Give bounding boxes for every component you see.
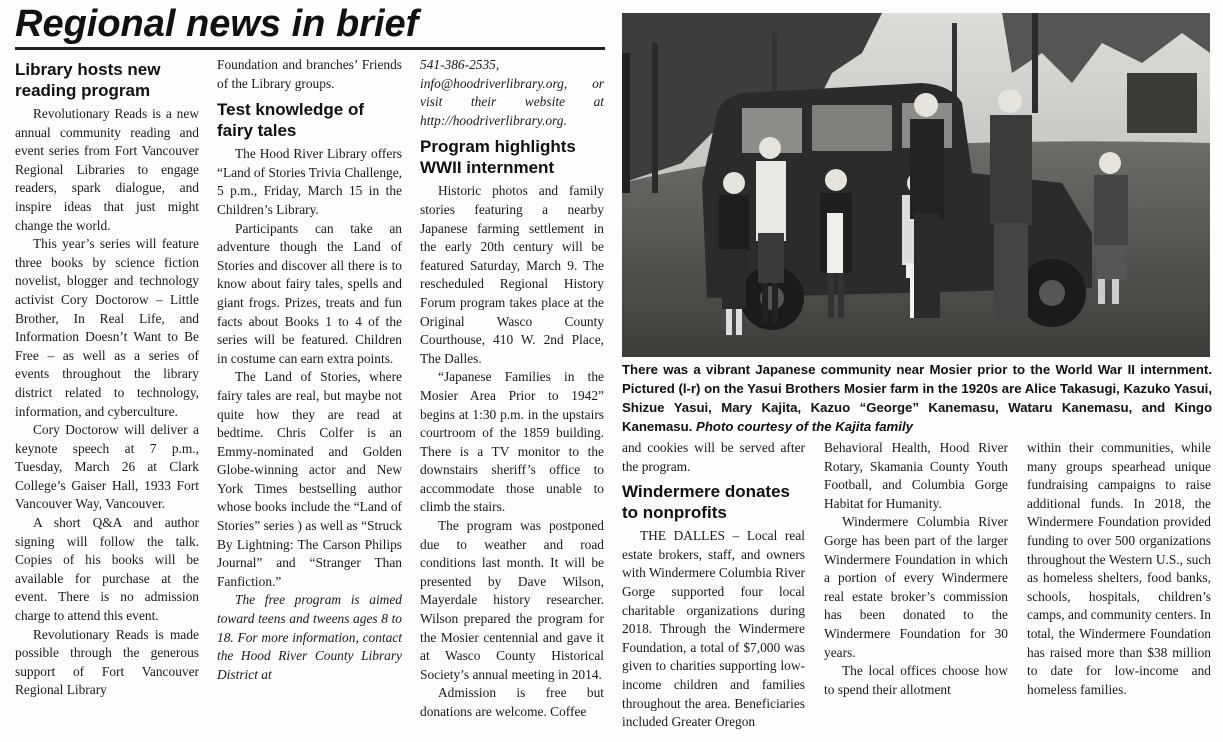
windermere-headline: Windermere donates to nonprofits [622, 482, 790, 523]
column-library [15, 59, 199, 700]
wwii-paragraph: “Japanese Families in the Mosier Area Prior to 1942” begins at 1:30 p.m. in the upstairs courtroom of the 1859 building. There is a TV monitor to the downstairs sheriff’s office to accommodate those unable to climb the stairs. [420, 369, 604, 515]
photo-caption [622, 360, 1212, 436]
fairy-contact-paragraph: The free program is aimed toward teens and tweens ages 8 to 18. For more information, contact the Hood River County Library District at [217, 592, 402, 682]
library-headline: Library hosts new reading program [15, 60, 161, 100]
library-paragraph: This year’s series will feature three books by science fiction novelist, blogger and technology activist Cory Doctorow – Little Brother, In Real Life, and Information Doesn’t Want to Be Free – as well as a series of events throughout the library district related to technology, information, and cyberculture. [15, 236, 199, 419]
fairy-headline: Test knowledge of fairy tales [217, 100, 365, 141]
historic-photo [622, 13, 1210, 357]
library-paragraph: Revolutionary Reads is a new annual community reading and event series from Fort Vancouver Regional Libraries to engage readers, spark dialogue, and inspire ideas that just might change the world. [15, 106, 199, 233]
windermere-paragraph-cont: Behavioral Health, Hood River Rotary, Skamania County Youth Football, and Columbia Gorge Habitat for Humanity. [824, 440, 1008, 511]
wwii-paragraph: Historic photos and family stories featuring a nearby Japanese farming settlement in the early 20th century will be featured Saturday, March 9. The rescheduled Regional History Forum program takes place at the Original Wasco County Courthouse, 410 W. 2nd Place, The Dalles. [420, 183, 604, 366]
wwii-headline: Program highlights WWII internment [420, 137, 576, 178]
windermere-paragraph: Windermere Columbia River Gorge has been part of the larger Windermere Foundation in which a portion of every Windermere real estate broker’s commission has been donated to the Windermere Foundation for 30 years. [824, 514, 1008, 660]
column-fairy [217, 56, 402, 684]
column-wwii [420, 56, 604, 722]
fairy-contact-continued: 541-386-2535, info@hoodriverlibrary.org, or visit their website at http://hoodriverlibrary.org. [420, 57, 604, 128]
library-paragraph-continued: Foundation and branches’ Friends of the Library groups. [217, 57, 402, 91]
photo-caption-text: There was a vibrant Japanese community near Mosier prior to the World War II internment. Pictured (l-r) on the Yasui Brothers Mosier farm in the 1920s are Alice Takasugi, Kazuko Yasui, Shizue Yasui, Mary Kajita, Kazuo “George” Kanemasu, Wataru Kanemasu, and Kingo Kanemasu. [622, 362, 1212, 434]
column-wwii-end [622, 439, 805, 732]
library-paragraph: Cory Doctorow will deliver a keynote speech at 7 p.m., Tuesday, March 26 at Clark College’s Gaiser Hall, 1933 Fort Vancouver Way, Vancouver. [15, 422, 199, 512]
photo-illustration [622, 13, 1210, 357]
photo-credit: Photo courtesy of the Kajita family [696, 419, 913, 434]
fairy-paragraph: The Land of Stories, where fairy tales are real, but maybe not quite how they are read at bedtime. Chris Colfer is an Emmy-nominated and Golden Globe-winning actor and New York Times bestselling author whose books include the “Land of Stories” series ) as well as “Struck By Lightning: The Carson Philips Journal” and “Stranger Than Fanfiction.” [217, 369, 402, 589]
column-windermere-2 [824, 439, 1008, 699]
wwii-paragraph-continued: and cookies will be served after the program. [622, 440, 805, 474]
wwii-paragraph: The program was postponed due to weather and road conditions last month. It will be presented by Dave Wilson, Mayerdale history researcher. Wilson prepared the program for the Mosier centennial and gave it at Wasco County Historical Society’s annual meeting in 2014. [420, 518, 604, 682]
fairy-paragraph: The Hood River Library offers “Land of Stories Trivia Challenge, 5 p.m., Friday, March 15 in the Children’s Library. [217, 146, 402, 217]
library-paragraph: Revolutionary Reads is made possible through the generous support of Fort Vancouver Regional Library [15, 626, 199, 698]
fairy-paragraph: Participants can take an adventure though the Land of Stories and discover all there is to know about fairy tales, spells and giant frogs. Prizes, treats and fun facts about Books 1 to 4 of the series will be featured. Children in costume can earn extra points. [217, 220, 402, 366]
library-paragraph: A short Q&A and author signing will follow the talk. Copies of his books will be available for purchase at the event. There is no admission charge to attend this event. [15, 515, 199, 624]
wwii-paragraph: Admission is free but donations are welcome. Coffee [420, 685, 604, 719]
windermere-paragraph-continued: within their communities, while many groups spearhead unique fundraising campaigns to raise additional funds. In 2018, the Windermere Foundation provided funding to over 500 organizations throughout the Western U.S., such as homeless shelters, food banks, schools, hospitals, children’s camps, and community centers. In total, the Windermere Foundation has raised more than $38 million to date for low-income and homeless families. [1027, 440, 1211, 697]
column-windermere-3 [1027, 439, 1211, 699]
photo-shed [1127, 73, 1197, 133]
windermere-paragraph: THE DALLES – Local real estate brokers, staff, and owners with Windermere Columbia River Gorge supported four local charitable organizations during 2018. Through the Windermere Foundation, a total of $7,000 was given to charities supporting low-income children and families throughout the area. Beneficiaries included Greater Oregon [622, 528, 805, 730]
masthead-rule [15, 47, 605, 50]
page-masthead: Regional news in brief [15, 3, 419, 45]
windermere-paragraph: The local offices choose how to spend their allotment [824, 663, 1008, 697]
